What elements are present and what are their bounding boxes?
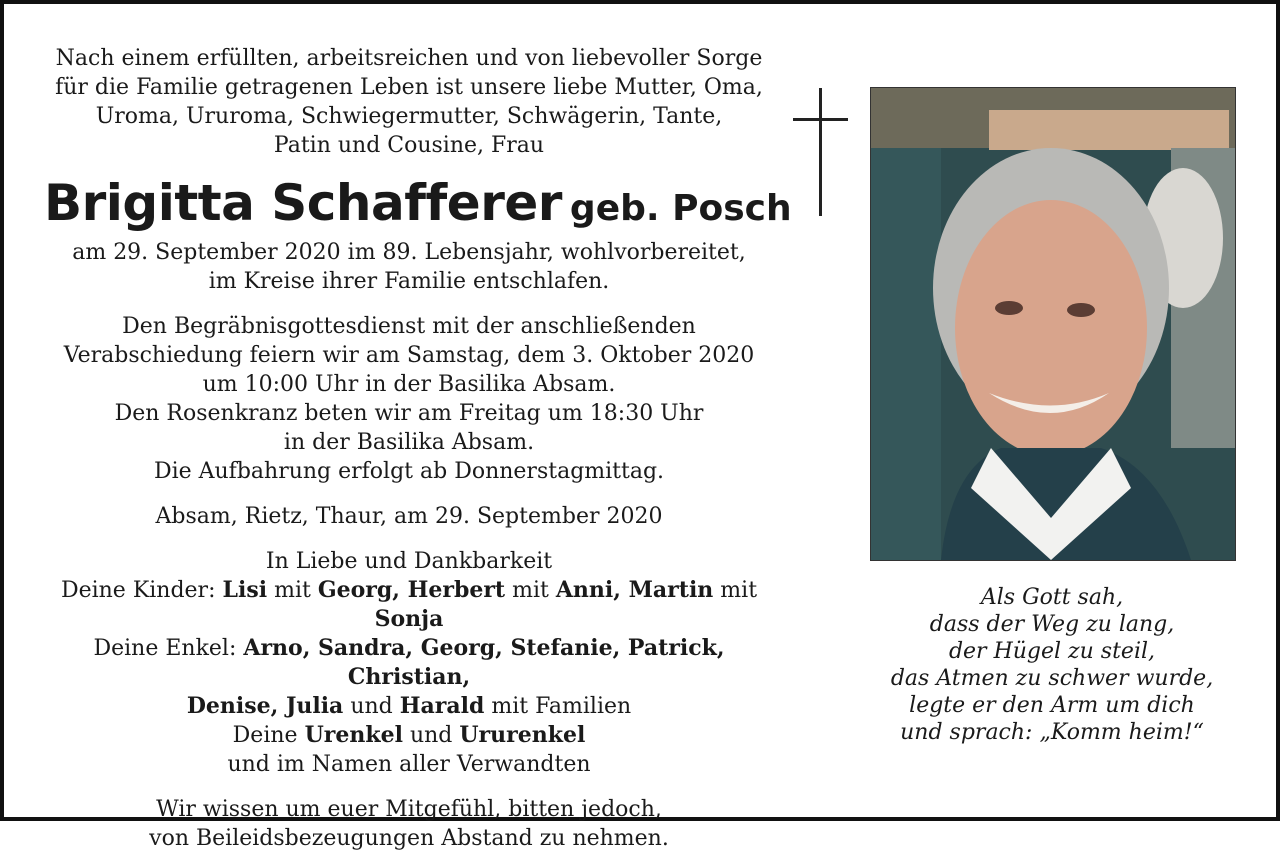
relatives-line: und im Namen aller Verwandten	[227, 752, 591, 777]
great-grandchildren-line	[44, 721, 774, 750]
intro-line: Patin und Cousine, Frau	[273, 133, 545, 158]
funeral-line: Verabschiedung feiern wir am Samstag, dem 3. Oktober 2020	[63, 343, 755, 368]
child-name: Georg, Herbert	[317, 577, 506, 603]
grandchild-names: Arno, Sandra, Georg, Stefanie, Patrick, Christian,	[243, 635, 725, 690]
with-families: mit Familien	[491, 694, 632, 719]
poem	[870, 584, 1234, 746]
with-word: mit	[512, 578, 549, 603]
deceased-name	[44, 174, 792, 232]
cross-icon-horizontal	[793, 118, 848, 121]
funeral-line: um 10:00 Uhr in der Basilika Absam.	[202, 372, 616, 397]
closing-text	[44, 795, 774, 853]
funeral-info	[44, 312, 774, 486]
children-label: Deine Kinder:	[60, 578, 216, 603]
child-name: Sonja	[374, 606, 444, 632]
and-word: und	[409, 723, 453, 748]
passing-line: im Kreise ihrer Familie entschlafen.	[208, 269, 610, 294]
grandchildren-line-2	[44, 692, 774, 721]
poem-line: legte er den Arm um dich	[909, 693, 1195, 718]
with-word: mit	[274, 578, 311, 603]
notice-text-column	[44, 44, 792, 853]
great-grandchildren: Urenkel	[304, 722, 403, 748]
maiden-name: geb. Posch	[569, 188, 792, 229]
poem-line: der Hügel zu steil,	[948, 639, 1156, 664]
great-great-grandchildren: Ururenkel	[459, 722, 586, 748]
intro-line: für die Familie getragenen Leben ist unsere liebe Mutter, Oma,	[55, 75, 763, 100]
great-label: Deine	[232, 723, 298, 748]
place-date: Absam, Rietz, Thaur, am 29. September 2020	[155, 504, 663, 529]
intro-text	[44, 44, 774, 160]
grandchildren-line	[44, 634, 774, 692]
family-section	[44, 547, 774, 779]
funeral-line: in der Basilika Absam.	[283, 430, 535, 455]
funeral-line: Den Rosenkranz beten wir am Freitag um 18:30 Uhr	[114, 401, 704, 426]
closing-line: Wir wissen um euer Mitgefühl, bitten jedoch,	[156, 797, 662, 822]
passing-text	[44, 238, 774, 296]
grandchild-names: Denise, Julia	[186, 693, 344, 719]
poem-line: dass der Weg zu lang,	[929, 612, 1175, 637]
child-name: Lisi	[222, 577, 268, 603]
intro-line: Nach einem erfüllten, arbeitsreichen und von liebevoller Sorge	[55, 46, 763, 71]
grandchildren-label: Deine Enkel:	[93, 636, 237, 661]
full-name: Brigitta Schafferer	[44, 174, 562, 232]
child-name: Anni, Martin	[555, 577, 714, 603]
children-line	[44, 576, 774, 634]
cross-icon-vertical	[819, 88, 822, 216]
and-word: und	[350, 694, 393, 719]
funeral-line: Die Aufbahrung erfolgt ab Donnerstagmittag.	[153, 459, 665, 484]
love-line: In Liebe und Dankbarkeit	[265, 549, 553, 574]
funeral-line: Den Begräbnisgottesdienst mit der anschließenden	[122, 314, 696, 339]
with-word: mit	[720, 578, 758, 603]
poem-line: und sprach: „Komm heim!“	[900, 720, 1204, 745]
poem-line: Als Gott sah,	[980, 585, 1124, 610]
portrait-photo	[870, 87, 1236, 561]
closing-line: von Beileidsbezeugungen Abstand zu nehmen.	[149, 826, 669, 851]
grandchild-names: Harald	[399, 693, 485, 719]
poem-line: das Atmen zu schwer wurde,	[890, 666, 1214, 691]
intro-line: Uroma, Ururoma, Schwiegermutter, Schwägerin, Tante,	[95, 104, 723, 129]
passing-line: am 29. September 2020 im 89. Lebensjahr, wohlvorbereitet,	[72, 240, 746, 265]
portrait-illustration	[871, 88, 1235, 560]
